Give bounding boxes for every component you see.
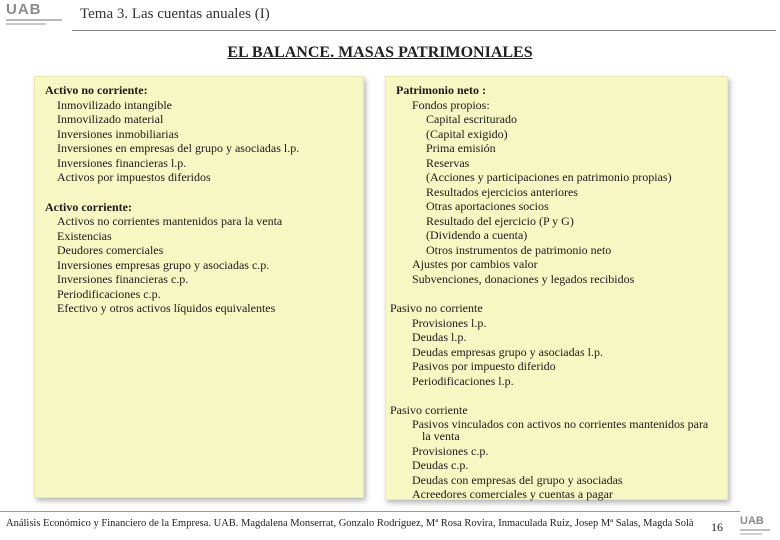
list-item: Pasivos por impuesto diferido: [412, 359, 556, 373]
list-item: Periodificaciones c.p.: [57, 286, 161, 301]
list-item: Inversiones financieras l.p.: [57, 155, 187, 170]
uab-logo-text: UAB: [6, 1, 42, 18]
page-number: 16: [711, 520, 723, 534]
current-liabilities-title: Pasivo corriente: [390, 403, 468, 417]
list-item: Deudas l.p.: [412, 330, 467, 344]
equity-title: Patrimonio neto :: [396, 83, 486, 97]
own-funds-title: Fondos propios:: [412, 97, 490, 112]
list-item: Deudas empresas grupo y asociadas l.p.: [412, 344, 603, 359]
list-item: (Acciones y participaciones en patrimonio propias): [426, 170, 672, 184]
list-item: (Capital exigido): [426, 126, 508, 141]
footer-credits: Análisis Económico y Financiero de la Empresa. UAB. Magdalena Monserrat, Gonzalo Rodríguez, Mª Rosa Rovira, Inmaculada Ruiz, Josep Mª Salas, Magda Solà: [6, 518, 694, 529]
list-item: Provisiones c.p.: [412, 443, 489, 458]
uab-logo: [6, 3, 70, 29]
list-item: Prima emisión: [426, 141, 496, 155]
slide-title: EL BALANCE. MASAS PATRIMONIALES: [227, 44, 533, 61]
list-item: Otros instrumentos de patrimonio neto: [426, 242, 612, 257]
list-item: Efectivo y otros activos líquidos equivalentes: [57, 301, 276, 315]
list-item: Ajustes por cambios valor: [412, 257, 538, 271]
footer-logo-text: UAB: [740, 515, 764, 527]
non-current-assets-title: Activo no corriente:: [45, 83, 148, 97]
list-item: Inversiones en empresas del grupo y asociadas l.p.: [57, 141, 300, 155]
list-item: Activos no corrientes mantenidos para la venta: [57, 214, 283, 228]
list-item: Existencias: [57, 228, 112, 243]
list-item: Deudas c.p.: [412, 458, 469, 472]
footer-uab-logo: [740, 516, 776, 538]
list-item: (Dividendo a cuenta): [426, 228, 528, 242]
non-current-liabilities-title: Pasivo no corriente: [390, 301, 483, 315]
list-item: Resultado del ejercicio (P y G): [426, 213, 574, 228]
assets-panel: [34, 76, 364, 498]
list-item: Deudores comerciales: [57, 243, 164, 257]
list-item: Subvenciones, donaciones y legados recibidos: [412, 271, 635, 286]
list-item: Inversiones financieras c.p.: [57, 272, 189, 286]
list-item: Inmovilizado material: [57, 112, 164, 126]
list-item: Capital escriturado: [426, 112, 517, 126]
current-assets-title: Activo corriente:: [45, 199, 132, 214]
equity-liabilities-panel: [385, 76, 728, 500]
list-item: Deudas con empresas del grupo y asociadas: [412, 472, 623, 487]
list-item: Otras aportaciones socios: [426, 199, 549, 213]
header-title: Tema 3. Las cuentas anuales (I): [80, 6, 270, 22]
list-item: Pasivos vinculados con activos no corrientes mantenidos para la venta: [412, 416, 709, 443]
list-item: Periodificaciones l.p.: [412, 373, 514, 388]
list-item: Acreedores comerciales y cuentas a pagar: [412, 487, 613, 501]
list-item: Activos por impuestos diferidos: [57, 170, 211, 184]
list-item: Resultados ejercicios anteriores: [426, 184, 578, 199]
list-item: Inmovilizado intangible: [57, 97, 172, 112]
list-item: Inversiones inmobiliarias: [57, 126, 179, 141]
footer-divider: [0, 511, 740, 512]
header-divider: [72, 30, 776, 31]
list-item: Provisiones l.p.: [412, 315, 487, 330]
list-item: Reservas: [426, 155, 470, 170]
list-item: Inversiones empresas grupo y asociadas c.p.: [57, 257, 270, 272]
